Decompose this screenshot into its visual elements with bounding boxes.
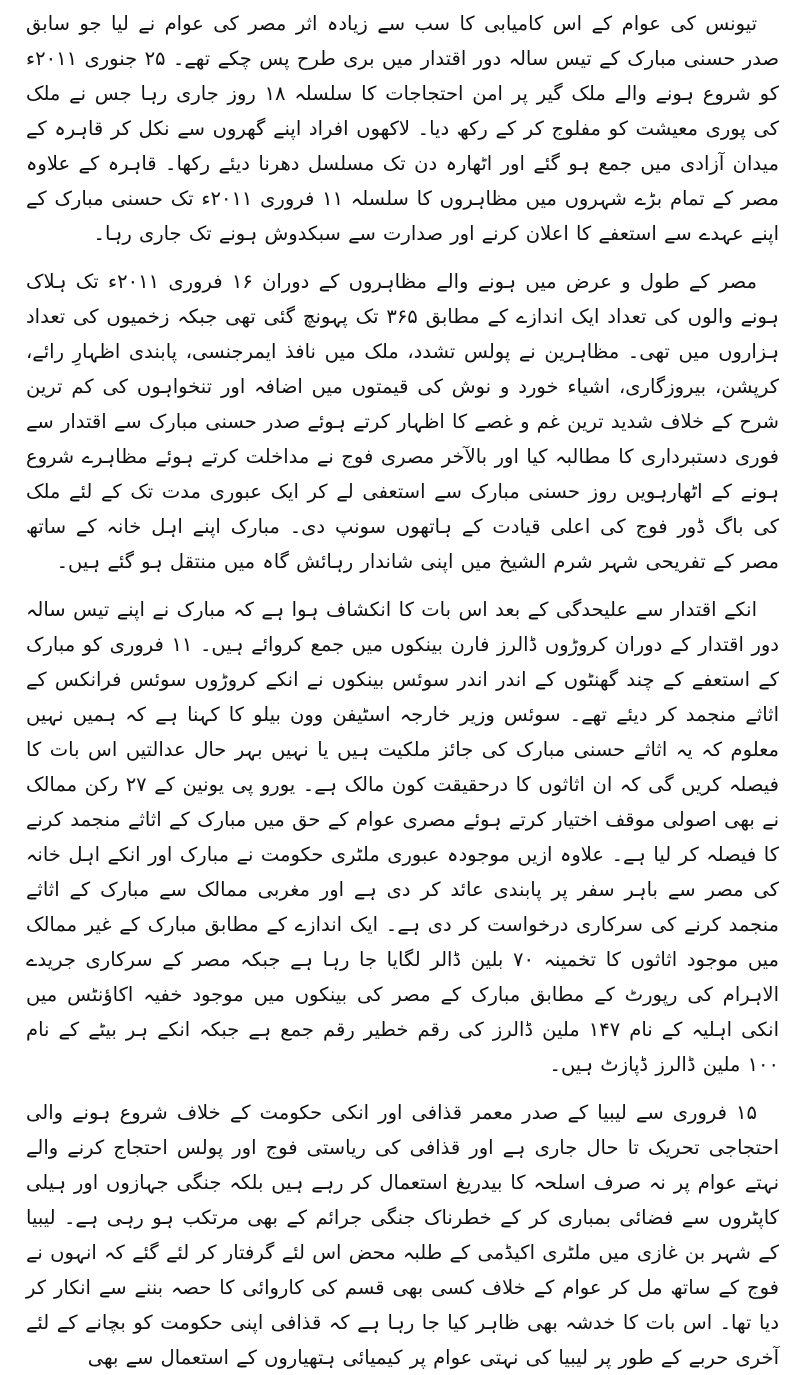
paragraph-mubarak-assets: انکے اقتدار سے علیحدگی کے بعد اس بات کا انکشاف ہوا ہے کہ مبارک نے اپنے تیس سالہ دور اقتدار کے دوران کروڑوں ڈالرز فارن بینکوں میں جمع کروائے ہیں۔ ۱۱ فروری کو مبارک کے استعفے کے چند گھنٹوں کے اندر اندر سوئس بینکوں نے انکے کروڑوں سوئس فرانکس کے اثاثے منجمد کر دیئے تھے۔ سوئس وزیر خارجہ اسٹیفن وون بیلو کا کہنا ہے کہ ہمیں نہیں معلوم کہ یہ اثاثے حسنی مبارک کی جائز ملکیت ہیں یا نہیں بہر حال عدالتیں اس بات کا فیصلہ کریں گی کہ ان اثاثوں کا درحقیقت کون مالک ہے۔ یورو پی یونین کے ۲۷ رکن ممالک نے بھی اصولی موقف اختیار کرتے ہوئے مصری عوام کے حق میں مبارک کے اثاثے منجمد کرنے کا فیصلہ کر لیا ہے۔ علاوہ ازیں موجودہ عبوری ملٹری حکومت نے مبارک اور انکے اہل خانہ کی مصر سے باہر سفر پر پابندی عائد کر دی ہے اور مغربی ممالک سے مبارک کے اثاثے منجمد کرنے کی سرکاری درخواست کر دی ہے۔ ایک اندازے کے مطابق مبارک کے غیر ممالک میں موجود اثاثوں کا تخمینہ ۷۰ بلین ڈالر لگایا جا رہا ہے جبکہ مصر کے سرکاری جریدے الاہرام کی رپورٹ کے مطابق مبارک کے مصر کی بینکوں میں موجود خفیہ اکاؤنٹس میں انکی اہلیہ کے نام ۱۴۷ ملین ڈالرز کی رقم خطیر رقم جمع ہے جبکہ انکے ہر بیٹے کے نام ۱۰۰ ملین ڈالرز ڈپازٹ ہیں۔: [26, 598, 780, 1076]
paragraph-egypt-casualties-resignation: مصر کے طول و عرض میں ہونے والے مظاہروں کے دوران ۱۶ فروری ۲۰۱۱ء تک ہلاک ہونے والوں کی تعداد ایک اندازے کے مطابق ۳۶۵ تک پہونچ گئی تھی جبکہ زخمیوں کی تعداد ہزاروں میں تھی۔ مظاہرین نے پولس تشدد، ملک میں نافذ ایمرجنسی، پابندی اظہارِ رائے، کرپشن، بیروزگاری، اشیاء خورد و نوش کی قیمتوں میں اضافہ اور تنخواہوں کی کم ترین شرح کے خلاف شدید ترین غم و غصے کا اظہار کرتے ہوئے صدر حسنی مبارک سے اقتدار سے فوری دستبرداری کا مطالبہ کیا اور بالآخر مصری فوج نے مداخلت کرتے ہوئے مظاہرے شروع ہونے کے اٹھارہویں روز حسنی مبارک سے استعفی لے کر ایک عبوری مدت تک کے لئے ملک کی باگ ڈور فوج کی اعلی قیادت کے ہاتھوں سونپ دی۔ مبارک اپنے اہل خانہ کے ساتھ مصر کے تفریحی شہر شرم الشیخ میں اپنی شاندار رہائش گاہ میں منتقل ہو گئے ہیں۔: [26, 270, 779, 573]
paragraph-libya-protests: ۱۵ فروری سے لیبیا کے صدر معمر قذافی اور انکی حکومت کے خلاف شروع ہونے والی احتجاجی تحریک تا حال جاری ہے اور قذافی کی ریاستی فوج اور پولس احتجاج کرنے والے نہتے عوام پر نہ صرف اسلحہ کا بیدریغ استعمال کر رہے ہیں بلکہ جنگی جہازوں اور ہیلی کاپٹروں سے فضائی بمباری کر کے خطرناک جنگی جرائم کے بھی مرتکب ہو رہی ہے۔ لیبیا کے شہر بن غازی میں ملٹری اکیڈمی کے طلبہ محض اس لئے گرفتار کر لئے گئے کہ انہوں نے فوج کے ساتھ مل کر عوام کے خلاف کسی بھی قسم کی کاروائی کا حصہ بننے سے انکار کر دیا تھا۔ اس بات کا خدشہ بھی ظاہر کیا جا رہا ہے کہ قذافی اپنی حکومت کو بچانے کے لئے آخری حربے کے طور پر لیبیا کی نہتی عوام پر کیمیائی ہتھیاروں کے استعمال سے بھی: [26, 1101, 779, 1369]
paragraph-tunisia-egypt-protests: تیونس کی عوام کے اس کامیابی کا سب سے زیادہ اثر مصر کی عوام نے لیا جو سابق صدر حسنی مبارک کے تیس سالہ دور اقتدار میں بری طرح پس چکے تھے۔ ۲۵ جنوری ۲۰۱۱ء کو شروع ہونے والے ملک گیر پر امن احتجاجات کا سلسلہ ۱۸ روز جاری رہا جس نے ملک کی پوری معیشت کو مفلوج کر کے رکھ دیا۔ لاکھوں افراد اپنے گھروں سے نکل کر قاہرہ کے میدان آزادی میں جمع ہو گئے اور اٹھارہ دن تک مسلسل دھرنا دیئے رکھا۔ قاہرہ کے علاوہ مصر کے تمام بڑے شہروں میں مظاہروں کا سلسلہ ۱۱ فروری ۲۰۱۱ء تک حسنی مبارک کے اپنے عہدے سے استعفے کا اعلان کرنے اور صدارت سے سبکدوش ہونے تک جاری رہا۔: [26, 12, 779, 245]
